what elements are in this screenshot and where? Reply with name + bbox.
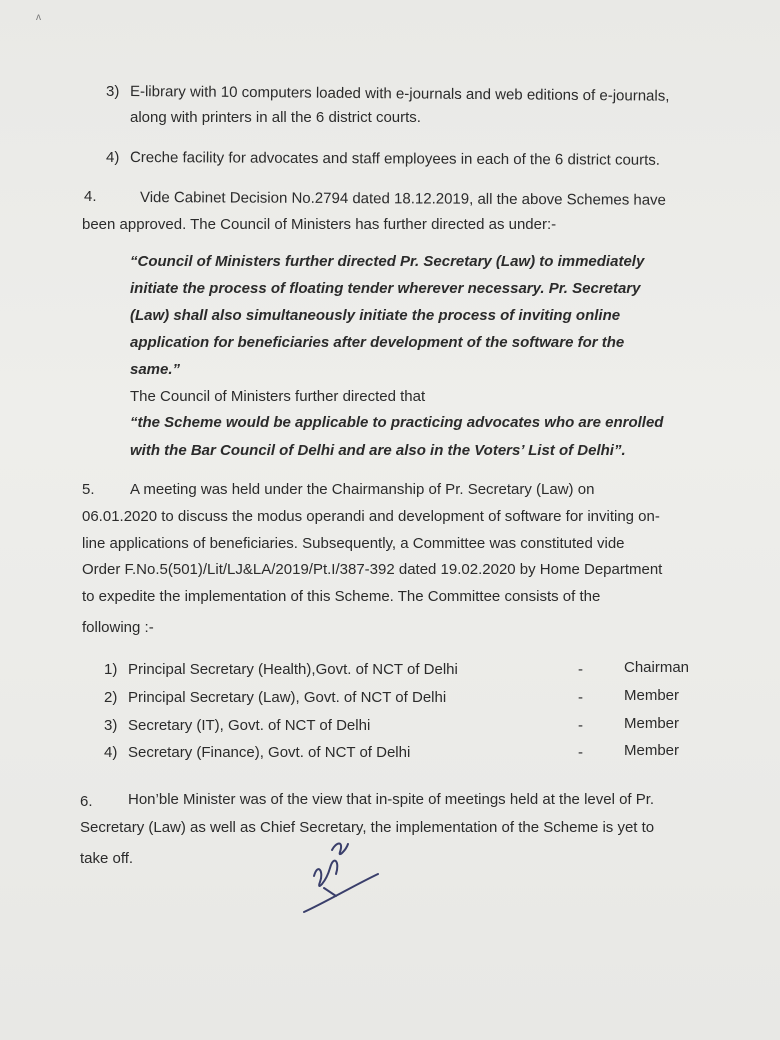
paragraph-line: A meeting was held under the Chairmanship of Pr. Secretary (Law) on <box>130 481 595 498</box>
item-number: 4) <box>106 149 120 166</box>
committee-member-name: Principal Secretary (Health),Govt. of NCT of Delhi <box>128 661 458 678</box>
committee-member-name: Secretary (Finance), Govt. of NCT of Delhi <box>128 744 411 761</box>
paragraph-line: to expedite the implementation of this Scheme. The Committee consists of the <box>82 588 601 605</box>
committee-number: 3) <box>104 717 118 734</box>
committee-dash: - <box>578 689 583 706</box>
quote-line: “the Scheme would be applicable to practicing advocates who are enrolled <box>130 414 664 431</box>
quote-line: “Council of Ministers further directed Pr. Secretary (Law) to immediately <box>130 253 645 270</box>
item-number: 3) <box>106 83 120 100</box>
handwritten-signature-icon <box>296 832 386 922</box>
paragraph-line: been approved. The Council of Ministers has further directed as under:- <box>82 216 557 233</box>
quote-line: (Law) shall also simultaneously initiate the process of inviting online <box>130 307 621 324</box>
paragraph-line: Vide Cabinet Decision No.2794 dated 18.12.2019, all the above Schemes have <box>139 189 666 209</box>
committee-member-name: Secretary (IT), Govt. of NCT of Delhi <box>128 717 371 734</box>
paragraph-line: 06.01.2020 to discuss the modus operandi and development of software for inviting on- <box>82 508 660 525</box>
quote-line: initiate the process of floating tender wherever necessary. Pr. Secretary <box>130 280 641 297</box>
paragraph-line: line applications of beneficiaries. Subsequently, a Committee was constituted vide <box>82 535 625 552</box>
item-text-line: along with printers in all the 6 district courts. <box>130 109 421 126</box>
paragraph-line: The Council of Ministers further directed that <box>130 388 426 405</box>
quote-line: same.” <box>130 361 181 378</box>
paragraph-line: take off. <box>80 850 134 867</box>
committee-dash: - <box>578 661 583 678</box>
item-text-line: E-library with 10 computers loaded with e-journals and web editions of e-journals, <box>129 83 670 105</box>
committee-number: 2) <box>104 689 118 706</box>
paragraph-number: 5. <box>82 481 95 498</box>
committee-member-name: Principal Secretary (Law), Govt. of NCT of Delhi <box>128 689 447 706</box>
quote-line: with the Bar Council of Delhi and are also in the Voters’ List of Delhi”. <box>130 442 626 459</box>
paragraph-number: 6. <box>80 793 93 810</box>
committee-role: Member <box>624 715 680 732</box>
committee-dash: - <box>578 717 583 734</box>
committee-role: Member <box>624 742 680 759</box>
item-text-line: Creche facility for advocates and staff employees in each of the 6 district courts. <box>129 149 661 169</box>
quote-line: application for beneficiaries after development of the software for the <box>130 334 625 351</box>
committee-number: 1) <box>104 661 118 678</box>
paragraph-line: Order F.No.5(501)/Lit/LJ&LA/2019/Pt.I/387-392 dated 19.02.2020 by Home Department <box>82 561 663 578</box>
paragraph-line: Hon’ble Minister was of the view that in-spite of meetings held at the level of Pr. <box>128 791 655 808</box>
committee-dash: - <box>578 744 583 761</box>
committee-role: Member <box>624 687 680 704</box>
committee-number: 4) <box>104 744 118 761</box>
paragraph-line: following :- <box>82 619 154 636</box>
paragraph-line: Secretary (Law) as well as Chief Secretary, the implementation of the Scheme is yet to <box>80 819 655 836</box>
committee-role: Chairman <box>624 659 690 676</box>
paragraph-number: 4. <box>84 188 97 205</box>
corner-mark: ʌ <box>36 12 41 23</box>
